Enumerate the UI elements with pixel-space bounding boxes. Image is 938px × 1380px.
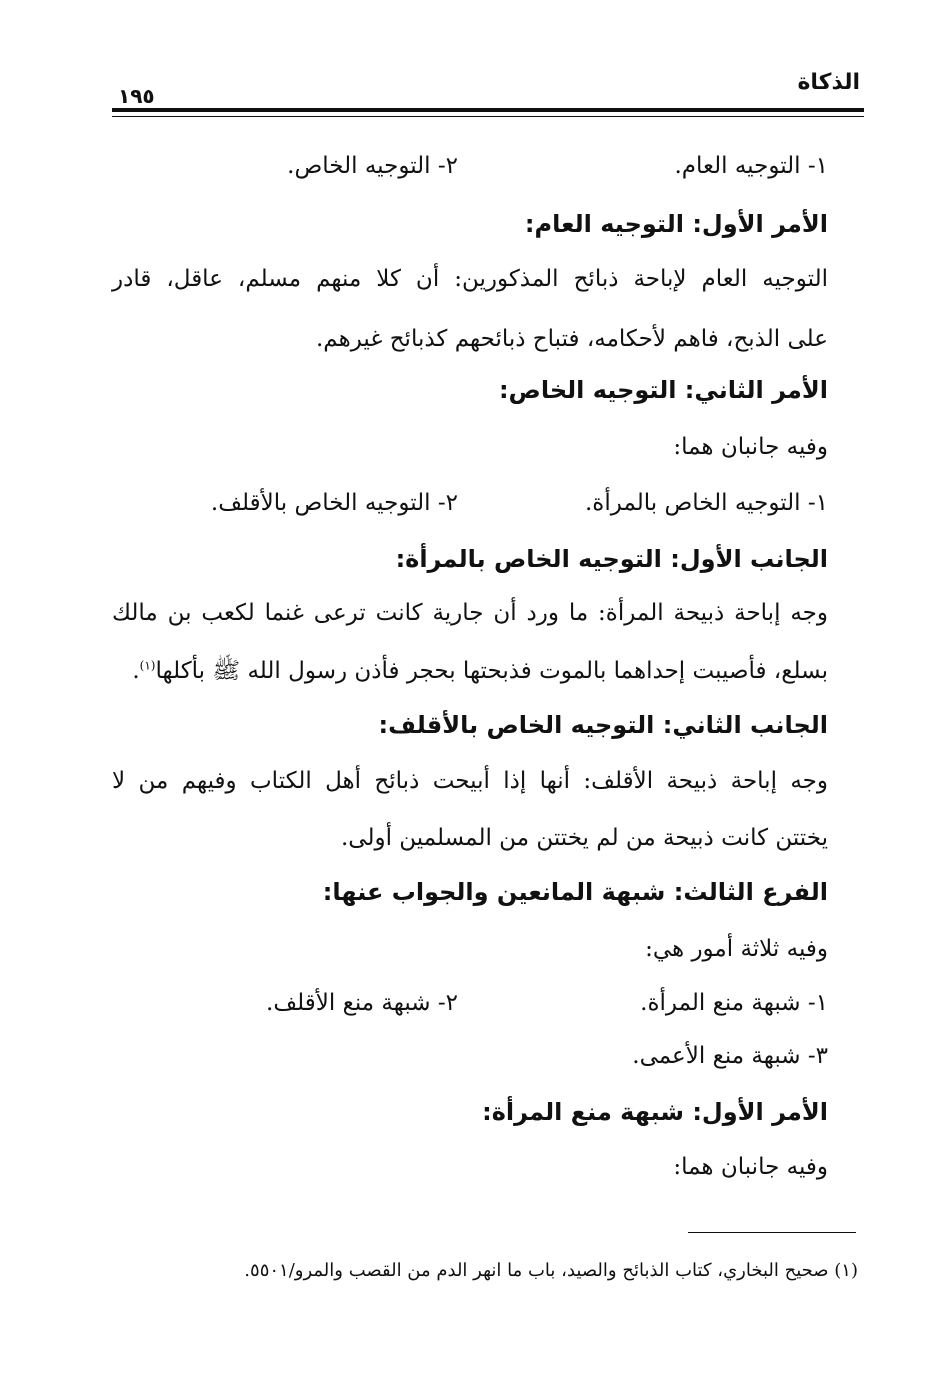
list-item: ٢- التوجيه الخاص بالأقلف.: [210, 490, 458, 516]
paragraph-line: وفيه ثلاثة أمور هي:: [645, 936, 828, 962]
section-heading: الأمر الأول: التوجيه العام:: [524, 210, 828, 238]
running-header-title: الذكاة: [797, 70, 860, 95]
section-heading: الأمر الأول: شبهة منع المرأة:: [482, 1098, 828, 1126]
paragraph-line: وجه إباحة ذبيحة المرأة: ما ورد أن جارية كانت ترعى غنما لكعب بن مالك: [112, 600, 828, 626]
list-item: ١- التوجيه العام.: [674, 153, 828, 179]
paragraph-line: وفيه جانبان هما:: [673, 434, 828, 460]
paragraph-line: على الذبح، فاهم لأحكامه، فتباح ذبائحهم كذبائح غيرهم.: [315, 326, 828, 352]
list-item: ١- شبهة منع المرأة.: [640, 990, 828, 1016]
list-item: ٣- شبهة منع الأعمى.: [632, 1043, 828, 1069]
list-item: ٢- شبهة منع الأقلف.: [266, 990, 458, 1016]
section-heading: الجانب الأول: التوجيه الخاص بالمرأة:: [395, 545, 828, 573]
section-heading: الفرع الثالث: شبهة المانعين والجواب عنها:: [322, 878, 828, 906]
footnote-separator: [688, 1232, 856, 1233]
paragraph-text: .: [132, 658, 140, 684]
paragraph-line: وفيه جانبان هما:: [673, 1154, 828, 1180]
header-rule-thin: [112, 116, 864, 117]
list-item: ١- التوجيه الخاص بالمرأة.: [585, 490, 828, 516]
footnote: (١) صحيح البخاري، كتاب الذبائح والصيد، باب ما انهر الدم من القصب والمرو/٥٥٠١.: [244, 1260, 858, 1281]
paragraph-line: يختتن كانت ذبيحة من لم يختتن من المسلمين أولى.: [341, 825, 828, 851]
paragraph-line: وجه إباحة ذبيحة الأقلف: أنها إذا أبيحت ذبائح أهل الكتاب وفيهم من لا: [112, 768, 828, 794]
section-heading: الجانب الثاني: التوجيه الخاص بالأقلف:: [378, 711, 828, 739]
page-number: ١٩٥: [118, 84, 155, 108]
section-heading: الأمر الثاني: التوجيه الخاص:: [498, 376, 828, 404]
list-item: ٢- التوجيه الخاص.: [287, 153, 458, 179]
header-rule-thick: [112, 108, 864, 112]
paragraph-line: [132, 656, 828, 690]
paragraph-text: بسلع، فأصيبت إحداهما بالموت فذبحتها بحجر فأذن رسول الله ﷺ بأكلها: [155, 658, 828, 684]
footnote-ref: (١): [139, 658, 156, 673]
paragraph-line: التوجيه العام لإباحة ذبائح المذكورين: أن كلا منهم مسلم، عاقل، قادر: [112, 266, 828, 292]
